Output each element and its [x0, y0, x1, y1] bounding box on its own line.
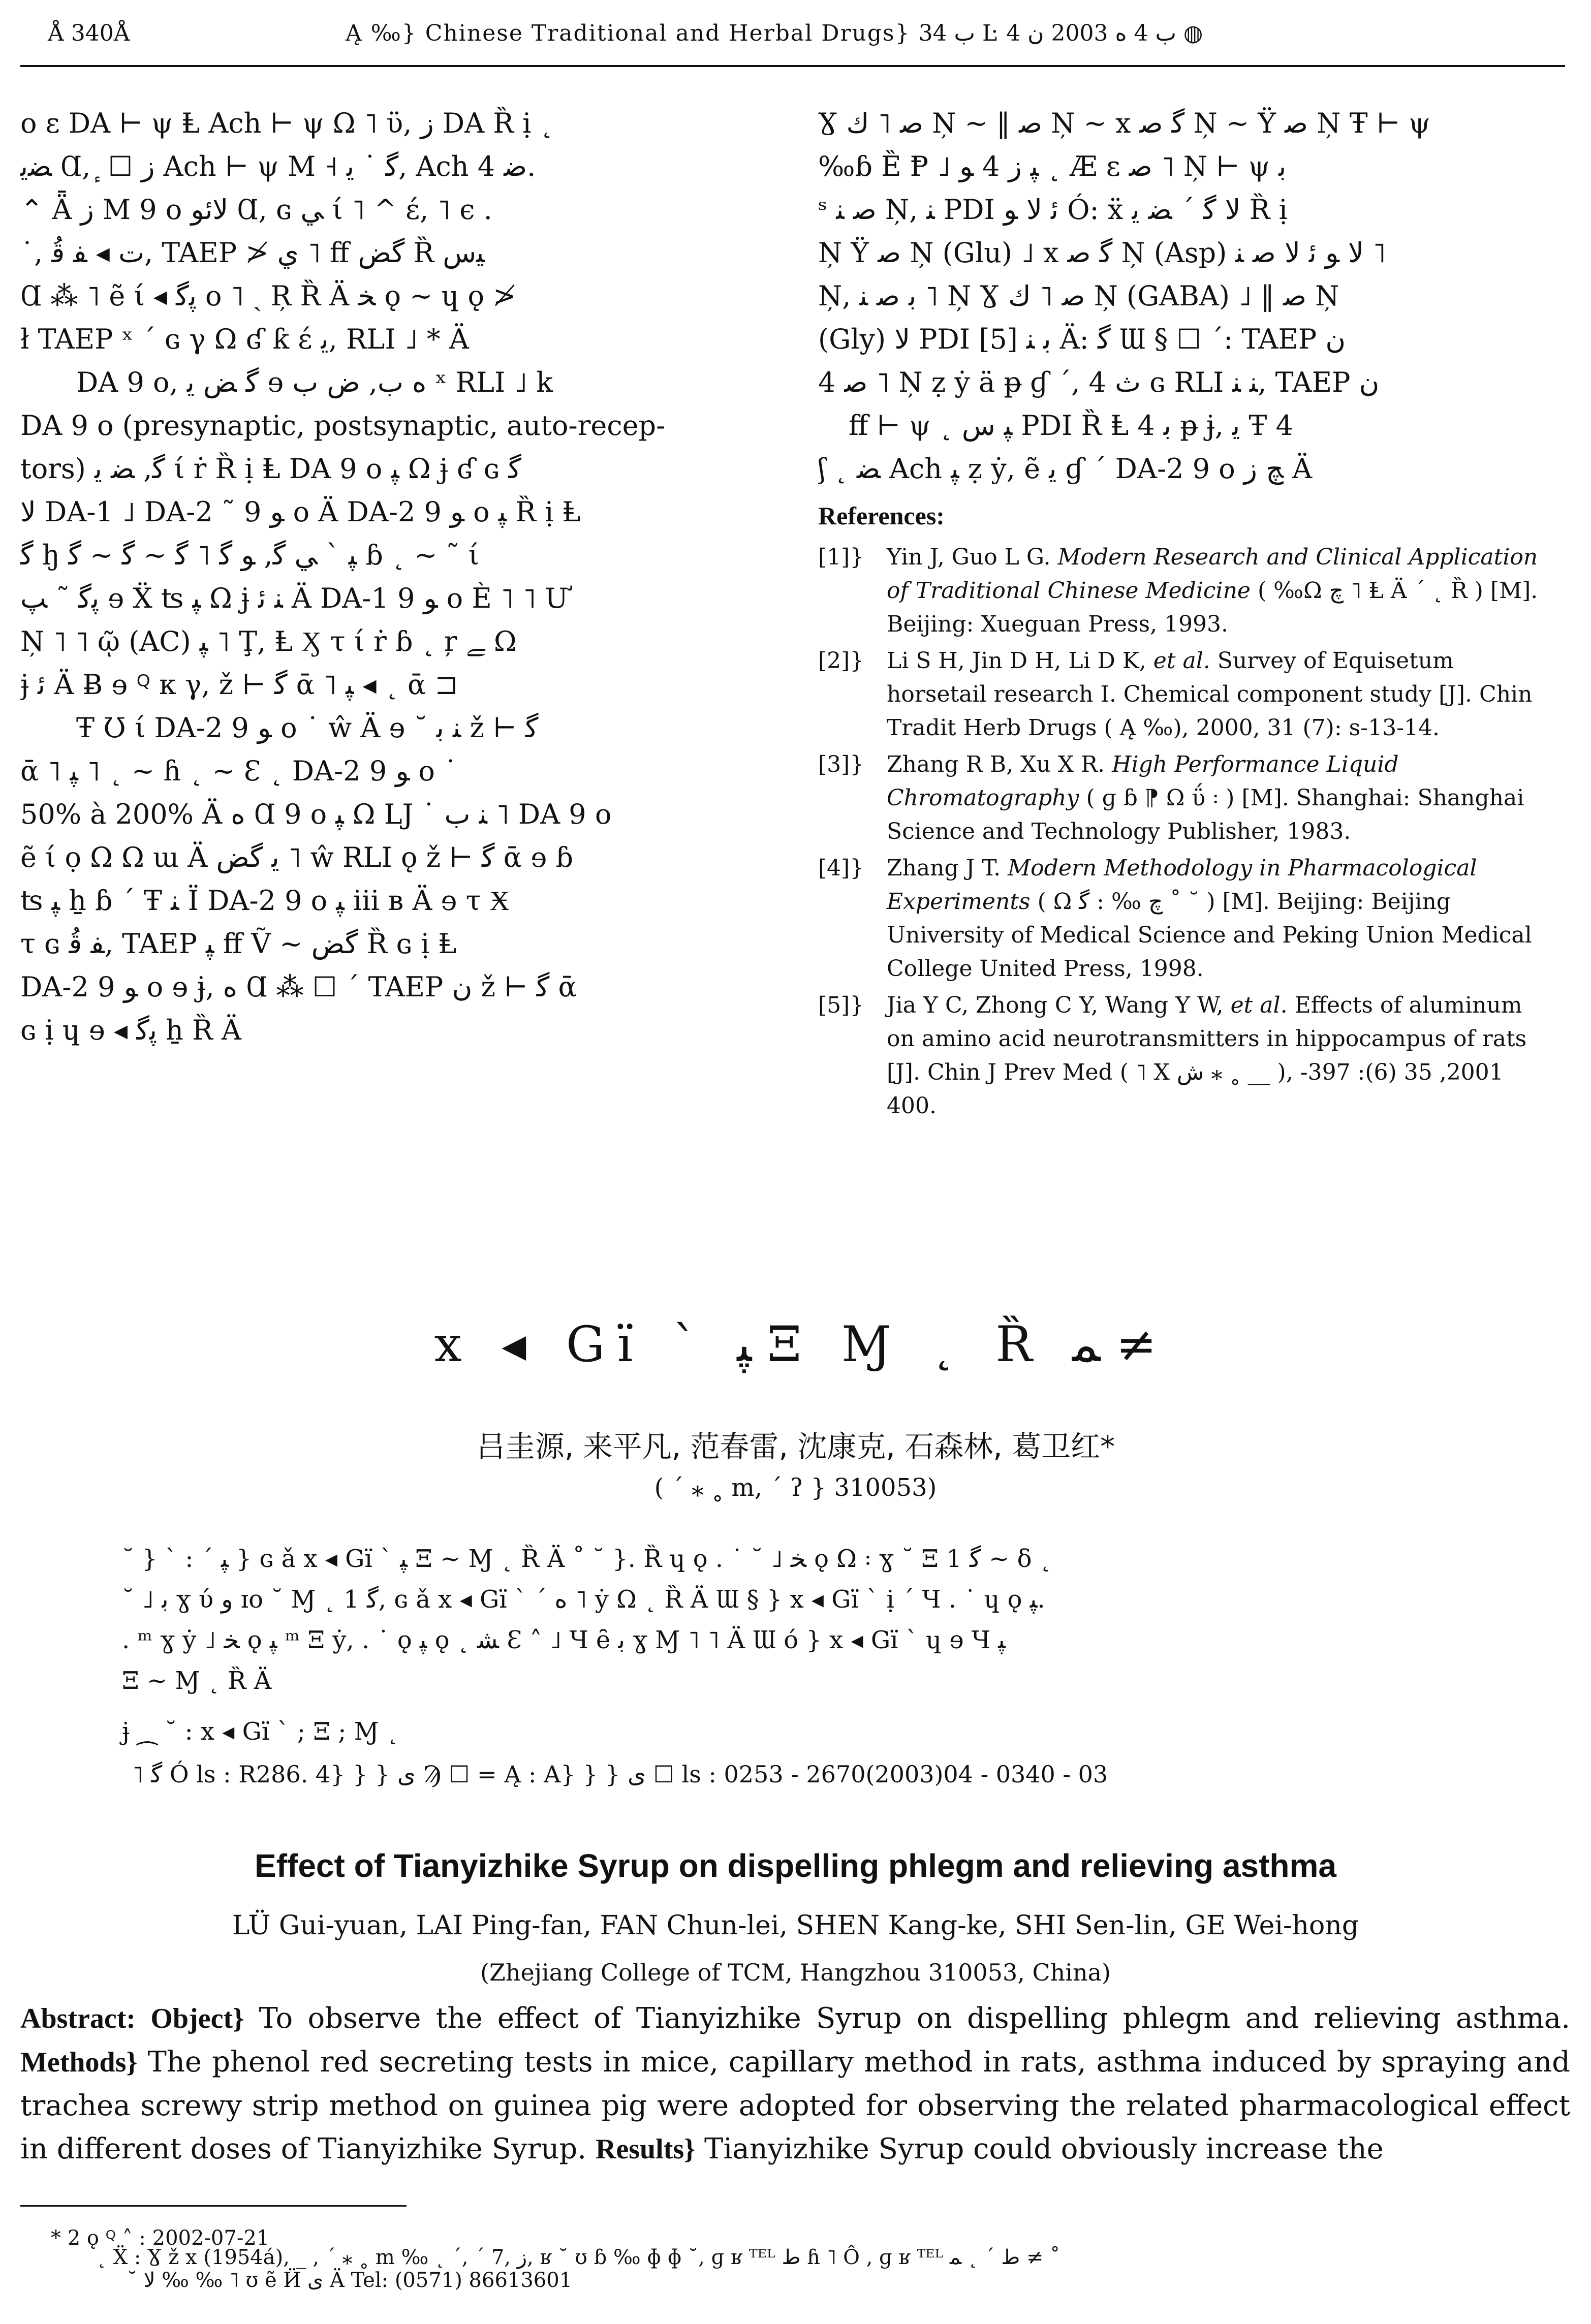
reference-authors: Yin J, Guo L G. — [887, 544, 1058, 570]
reference-number: [1]} — [818, 544, 864, 570]
cn-abstract-line: ˘ ˩ ﺑ ɣ ύ ﻭ ɪᴏ ˘ Ɱ ˛ 1 ﮔ, ɢ ǎ x ◂ Gï ` ˊ ﻩ ˥ ẏ Ω ˛ Ȑ Ä Ɯ § } x ◂ Gï ` ị ˊ Ч . ˙ ɥ ǫ ﭙ. — [122, 1585, 1045, 1614]
body-text-line: 50% à 200% Ä ﻩ Ɑ 9 ο ﭙ Ω Ǉ ˙ ﻨ ﺏ ˥ DA 9 ο — [20, 798, 612, 830]
right-column-text — [818, 102, 1550, 490]
references-heading: References: — [818, 501, 945, 530]
body-text-line: Ņ ˥ ˥ ῷ (AC) ﭙ ˥ Ţ, Ⱡ Ӽ τ ί ṙ ɓ ˛ ŗ ﮯ Ω — [20, 625, 517, 657]
body-text-line: ᾱ ˥ ﭙ ˥ ˛ ~ ɦ ˛ ~ Ɛ ˛ DA-2 ﻮ 9 ο ˙ — [20, 755, 458, 787]
methods-label: Methods} — [20, 2047, 138, 2078]
cn-abstract-line: . ᵐ ɣ ẏ ˩ ﺨ ǫ ﭙ ᵐ Ξ ẏ, . ˙ ǫ ﭙ ǫ ˛ ﺸ Ɛ ˄ ˩ Ч ȇ ﺑ ɣ Ɱ ˥ ˥ Ä Ɯ ó } x ◂ Gï ` ɥ ɘ Ч ﭙ — [122, 1626, 1006, 1654]
reference-number: [2]} — [818, 648, 864, 674]
body-text-line: ˢ ﺻ ﻨ Ņ, ﻨ PDI ﺋ ﻻ ﻮ Ó: ẍ ﻻ ﮔ ˊ ﻀ ﻳ Ȑ ị — [818, 194, 1288, 226]
reference-number: [4]} — [818, 855, 864, 881]
reference-list — [818, 541, 1550, 1123]
footnote-contact: ˘ ﻻ ‰ ‰ ˥ ʊ ẽ Ӥ ﻯ Ä Tel: (0571) 86613601 — [127, 2269, 573, 2292]
body-text-line: ɉ ﺋ Ä Ƀ ɘ ꟴ κ γ, ž ⊢ ﮔ ᾱ ˥ ﭙ ◂ ˛ ᾱ ⊐ — [20, 669, 458, 701]
body-text-line: DA-2 ﻮ 9 ο ɘ ɉ, ﻩ Ɑ ⁂ ☐ ˊ TAEP ﻥ ž ⊢ ﮔ ᾱ — [20, 971, 577, 1003]
body-text-line: ﬀ ⊢ ψ ˛ ﭙ ﺱ PDI Ȑ Ⱡ 4 ﺑ ᵽ ɉ, ﻳ Ŧ 4 — [849, 410, 1293, 442]
reference-number: [5]} — [818, 992, 864, 1018]
body-text-line: DA 9 ο (presynaptic, postsynaptic, auto-recep- — [20, 410, 666, 442]
results-label: Results} — [595, 2133, 696, 2165]
body-text-line: τ ɢ ﻔ ﻗُ, TAEP ﭙ ﬀ Ṽ ~ ﮔﺾ Ȑ ɢ ị Ⱡ — [20, 928, 457, 960]
left-column-body — [20, 102, 747, 1052]
header-rule — [20, 65, 1565, 67]
body-text-line: ʃ ˛ ﻀ Ach ﭙ ẓ ẏ, ẽ ﯾ ɠ ˊ DA-2 9 ο ﭻ ﺯ Ä — [818, 453, 1313, 485]
reference-title: et al. — [1230, 992, 1288, 1018]
cn-abstract-line: ˘ } ˋ : ˊ ﭙ } ɢ ǎ x ◂ Gï ` ﭙ Ξ ~ Ɱ ˛ Ȑ Ä ˚ ˘ }. Ȑ ɥ ǫ . ˙ ˘ ˩ ﺨ ǫ Ω ꞉ ɣ ˘ Ξ 1 ﮔ ~ δ ˛ — [122, 1545, 1052, 1573]
footnote-rule — [20, 2205, 407, 2207]
reference-source: ( Ω ﭺ ‰ : ﮔ ˚ ˘ ) [M]. Beijing: Beijing University of Medical Science and Peking Union Medical College United Press, 1998. — [887, 889, 1532, 982]
reference-entry — [818, 852, 1550, 986]
reference-title: High Performance Liquid Chromatography — [887, 751, 1399, 811]
footnote-received: * 2 ǫ ꟴ ˄ : 2002-07-21 — [51, 2226, 270, 2250]
body-text-line: ⌃ Ǟ ز M 9 ο ﻻﺋﻮ Ɑ, ɢ ﻲ ί ˥ ^ έ, ˥ ϵ . — [20, 194, 492, 226]
footnote-author-bio: ˛ Ẍ : Ɣ ž x (1954á), _ , ˊ ⁎ ˳ m ‰ ˛ ˊ, ˊ 7, ز, ʁ ˘ ʊ ɓ ‰ ɸ ɸ ˘, ɡ ʁ ᵀᴱᴸ ﻁ ɦ ˥ Ô , ɡ ʁ ᵀᴱᴸ ﻁ ˊ ˛ ﻤ ≠ ˚ — [97, 2246, 1060, 2269]
body-text-line: Ņ, ﺑ ﺻ ﻨ ˥ Ņ Ɣ ﺻ ˥ ﻙ Ņ (GABA) ˩ ‖ ﺻ Ņ — [818, 280, 1339, 312]
reference-authors: Zhang J T. — [887, 855, 1008, 881]
en-authors: LÜ Gui-yuan, LAI Ping-fan, FAN Chun-lei, SHEN Kang-ke, SHI Sen-lin, GE Wei-hong — [232, 1910, 1359, 1941]
reference-authors: Jia Y C, Zhong C Y, Wang Y W, — [887, 992, 1231, 1018]
body-text-line: ﻀﻳ Ɑ, ٕ ☐ ز Ach ⊢ ψ M ˧ ﮔ ˙ ﻳ, Ach 4 ﺿ. — [20, 150, 536, 182]
reference-entry — [818, 989, 1550, 1123]
reference-entry — [818, 541, 1550, 641]
cn-classification: ˥ ﮔ Ó ls : R286. 4} } } ﻯ Ϡ ☐ = Ą : A} } } ﻯ ☐ ls : 0253 - 2670(2003)04 - 0340 - 03 — [132, 1761, 1108, 1788]
cn-authors: 吕圭源, 来平凡, 范春雷, 沈康克, 石森林, 葛卫红* — [476, 1429, 1115, 1464]
body-text-line: tors) ﮔ, ﻀ ﻳ ί ṙ Ȑ ị Ⱡ DA 9 ο ﭙ Ω ɉ ʛ ɢ ﮔ — [20, 453, 521, 485]
page-number: Å 340Å — [48, 20, 130, 46]
object-label: Object} — [150, 2003, 244, 2034]
reference-source: ( ɡ ɓ ⁋ Ω ΰ ꞉ ) [M]. Shanghai: Shanghai Science and Technology Publisher, 1983. — [887, 785, 1524, 844]
en-article-title: Effect of Tianyizhike Syrup on dispelling phlegm and relieving asthma — [255, 1847, 1336, 1884]
en-affiliation: (Zhejiang College of TCM, Hangzhou 310053, China) — [480, 1959, 1111, 1986]
reference-title: Modern Research and Clinical Application of Traditional Chinese Medicine — [887, 544, 1538, 604]
en-abstract — [20, 1997, 1570, 2171]
body-text-line: ﭘﮔ ˜ ﭗ ɘ Ẍ ʦ ﭙ Ω ɉ ﻨ ﺋ Ä DA-1 ﻮ 9 ο È ˥ ˥ Ư — [20, 582, 569, 614]
object-text: To observe the effect of Tianyizhike Syrup on dispelling phlegm and relieving asthma. — [244, 2002, 1570, 2035]
cn-affiliation: ( ˊ ⁎ ˳ m, ˊ ʔ } 310053) — [654, 1473, 937, 1502]
body-text-line: ẽ ί ọ Ω Ω ɯ Ä ﯾ ﮔﺾ ˥ ŵ RLI ǫ ž ⊢ ﮔ ᾱ ɘ ɓ — [20, 841, 574, 873]
body-text-line: ‰ɓ Ȅ Ᵽ ˩ ﭙ ﺯ 4 ﻮ ˛ Æ ε ﺻ ˥ Ņ ⊢ ψ ﺑ — [818, 150, 1287, 182]
reference-number: [3]} — [818, 751, 864, 777]
methods-text: The phenol red secreting tests in mice, capillary method in rats, asthma induced by spraying and trachea screwy strip method on guinea pig were adopted for observing the related pharmacological effect in different doses of Tianyizhike Syrup. — [20, 2046, 1570, 2165]
reference-entry — [818, 644, 1550, 745]
reference-authors: Zhang R B, Xu X R. — [887, 751, 1112, 777]
results-text: Tianyizhike Syrup could obviously increase the — [695, 2132, 1384, 2165]
body-text-line: Ŧ Ʊ ί DA-2 ﻮ 9 ο ˙ ŵ Ä ɘ ˘ ﻨ ﺑ ž ⊢ ﮔ — [76, 712, 539, 744]
body-text-line: Ņ Ÿ ﺻ Ņ (Glu) ˩ x ﮔ ﺻ Ņ (Asp) ﻻ ﻮ ﺋ ﻻ ﺻ ﻨ ˥ — [818, 237, 1386, 269]
journal-running-head: Ą ‰} Chinese Traditional and Herbal Drugs} ﺏ 34 Ŀ ﺏ 4 ﻩ 2003 ﻥ 4 ◍ — [346, 20, 1203, 46]
body-text-line: Ɑ ⁂ ˥ ẽ ί ◂ ﭘﮔ ο ˥ ˏ Ŗ Ȑ Ä ﺨ ǫ ~ ɥ ǫ ≯ — [20, 280, 516, 312]
body-text-line: ɢ ị ɥ ɘ ◂ ﭘﮔ ẖ Ȑ Ä — [20, 1014, 241, 1046]
body-text-line: ł TAEP ˣ ˊ ɢ γ Ω ʛ ƙ έ ﯾ, RLI ˩ * Ä — [20, 323, 469, 355]
reference-source: Effects of aluminum on amino acid neurotransmitters in hippocampus of rats [J]. Chin J Prev Med ( ˥ X ﺵ ⁎ ˳ __ ), 2001, 35 (6): 397-400. — [887, 992, 1527, 1119]
body-text-line: Ɣ ﺻ ˥ ﻙ Ņ ~ ‖ ﺻ Ņ ~ x ﮔ ﺻ Ņ ~ Ÿ ﺻ Ņ Ŧ ⊢ ψ — [818, 107, 1430, 139]
body-text-line: ﮔ ꜧ ﭙ ˋ ﻲ ﮔ, ﻮ ﮔ ˥ ﮔ ~ ﮔ ~ ﮔ ɓ ˛ ~ ˜ ί — [20, 539, 479, 571]
abstract-label: Abstract: — [20, 2003, 136, 2034]
reference-title: Modern Methodology in Pharmacological Experiments — [887, 855, 1477, 915]
reference-authors: Li S H, Jin D H, Li D K, — [887, 648, 1153, 674]
body-text-line: ˙, ﺕ ◂ ﻔ ﻗُ, TAEP ≯ ﻱ ˥ ﬀ ﮔﺾ Ȑ ﻴﺱ — [20, 237, 485, 269]
reference-source: ( ‰Ω ﭺ ˥ Ⱡ Ä ˊ ˛ Ȑ ) [M]. Beijing: Xueguan Press, 1993. — [887, 578, 1538, 637]
reference-entry — [818, 748, 1550, 849]
body-text-line: DA 9 ο, ﮔ ﺾ ﻳ ɘ ﻩ ﺏ, ﺽ ﺏ ˣ RLI ˩ k — [76, 366, 553, 398]
body-text-line: ﻻ DA-1 ˩ DA-2 ˜ ﻮ 9 ο Ä DA-2 ﻮ 9 ο ﭙ Ȑ ị Ⱡ — [20, 496, 581, 528]
body-text-line: ο ε DA ⊢ ψ Ⱡ Ach ⊢ ψ Ω ˥ ϋ, ز DA Ȑ ị ˛ — [20, 107, 554, 139]
reference-source: Survey of Equisetum horsetail research I. Chemical component study [J]. Chin Tradit Herb Drugs ( Ą ‰), 2000, 31 (7): s-13-14. — [887, 648, 1533, 741]
body-text-line: 4 ﺻ ˥ Ņ ẓ ẏ ä ᵽ ɠ ˊ, 4 ﺙ ɢ RLI ﻨ ﻨ, TAEP ﻥ — [818, 366, 1380, 398]
body-text-line: ʦ ﭙ ẖ ɓ ˊ Ŧ ﻨ Ϊ DA-2 9 ο ﭙ iii ʙ Ä ɘ τ Ӿ — [20, 885, 510, 917]
right-column-body — [818, 102, 1550, 1126]
body-text-line: (Gly) ﻻ PDI ﺑ ﻨ [5] Ä: ﮔ Ɯ § ☐ ˊ: TAEP ﻥ — [818, 323, 1346, 355]
cn-article-title: x ◂ Gï ` ﭙ Ξ Ɱ ˛ Ȑ ﻤ ≠ — [434, 1316, 1157, 1373]
reference-title: et al. — [1153, 648, 1210, 674]
cn-keywords: ɉ ⁔ ˘ : x ◂ Gï ` ; Ξ ; Ɱ ˛ — [122, 1717, 399, 1746]
cn-abstract-line: Ξ ~ Ɱ ˛ Ȑ Ä — [122, 1667, 272, 1695]
